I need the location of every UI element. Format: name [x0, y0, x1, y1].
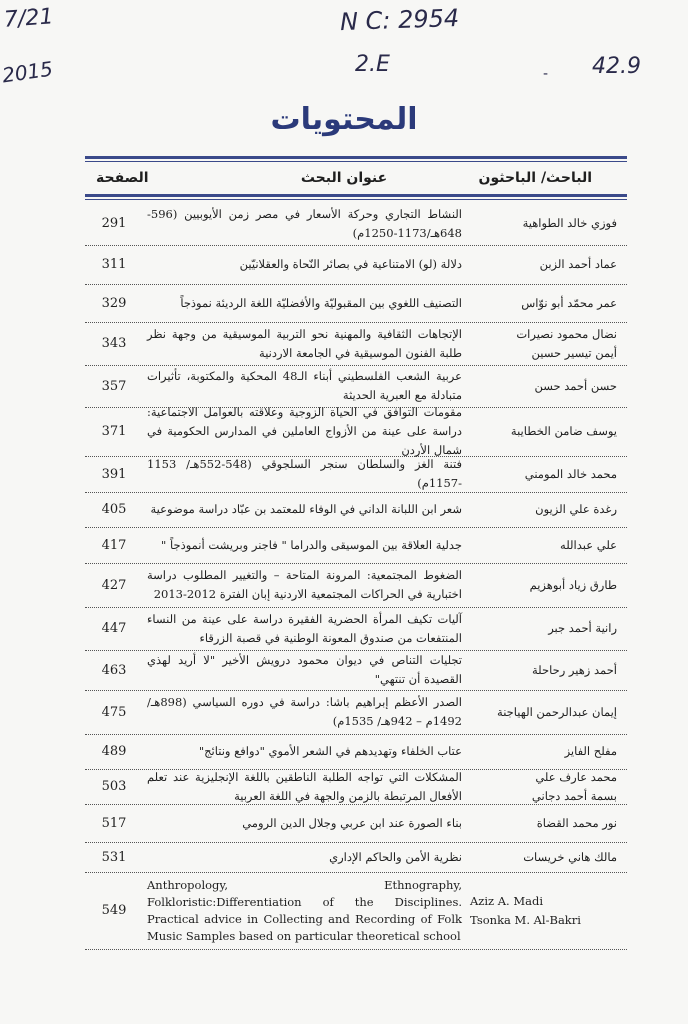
row-authors — [477, 690, 617, 734]
author-name: مفلح الفايز — [564, 744, 617, 758]
row-title: Anthropology, Ethnography, Folkloristic:Differentiation of the Disciplines. Practical advice in Collecting and Recording of Folk Music Samples based on particular theoretical school — [147, 877, 462, 943]
author-name: إيمان عبدالرحمن الهياجنة — [497, 704, 617, 719]
table-row — [85, 734, 627, 770]
author-name: Tsonka M. Al-Bakri — [470, 912, 581, 927]
table-row — [85, 690, 627, 735]
row-page-number: 463 — [101, 662, 127, 678]
row-page-number: 417 — [101, 537, 127, 553]
row-title: المشكلات التي تواجه الطلبة الناطقين باللغة الإنجليزية عند تعلم الأفعال المرتبطة بالزمن والجهة في اللغة العربية — [147, 769, 462, 803]
row-page-number: 391 — [101, 466, 127, 482]
table-row — [85, 245, 627, 285]
row-authors — [477, 804, 617, 842]
table-row — [85, 527, 627, 564]
row-authors — [477, 527, 617, 563]
author-name: فوزي خالد الطواهية — [522, 216, 617, 230]
author-name: أحمد زهير رحاحلة — [532, 662, 617, 677]
row-title: مقومات التوافق في الحياة الزوجية وعلاقته بالعوامل الاجتماعية: دراسة على عينة من الأزواج العاملين في المدارس الحكومية في شمال الأردن — [147, 405, 462, 457]
row-title: نظرية الأمن والحاكم الإداري — [329, 849, 462, 864]
handwritten-note-middle: 2.E — [355, 52, 390, 77]
row-page-number: 475 — [101, 704, 127, 720]
table-row — [85, 322, 627, 366]
row-authors — [477, 734, 617, 769]
handwritten-note-top-left: 7/21 — [3, 4, 55, 33]
row-title: الصدر الأعظم إبراهيم باشا: دراسة في دوره السياسي (898هـ/ 1492م – 942هـ/ 1535م) — [147, 695, 462, 728]
row-page-number: 405 — [101, 502, 127, 517]
row-title: الضغوط المجتمعية: المرونة المتاحة – والتغيير المطلوب دراسة اختبارية في الحراكات المجتمعية الاردنية إبان الفترة 2012-2013 — [147, 568, 462, 601]
row-page-number: 329 — [101, 295, 127, 311]
table-row — [85, 456, 627, 493]
row-authors — [477, 842, 617, 872]
row-page-number: 447 — [101, 621, 127, 636]
row-authors — [477, 407, 617, 456]
author-name: طارق زياد أبوهزيم — [529, 577, 617, 592]
column-header-title: عنوان البحث — [300, 170, 388, 186]
row-title: بناء الصورة عند ابن عربي وجلال الدين الرومي — [242, 815, 462, 830]
row-authors — [470, 872, 620, 949]
row-page-number: 517 — [101, 815, 127, 831]
table-row — [85, 769, 627, 805]
author-name: نور محمد القضاة — [536, 815, 617, 830]
table-row — [85, 365, 627, 408]
author-name: محمد عارف علي — [535, 769, 617, 784]
row-title: فتنة الغز والسلطان سنجر السلجوقي (548-552هـ/ 1153 -1157م) — [147, 457, 462, 490]
row-authors — [477, 607, 617, 650]
table-row — [85, 492, 627, 528]
author-name: عماد أحمد الزبن — [539, 257, 617, 271]
row-page-number: 291 — [101, 216, 127, 231]
author-name: نضال محمود نصيرات — [516, 326, 617, 341]
row-authors — [477, 456, 617, 492]
table-row — [85, 202, 627, 246]
row-authors — [477, 202, 617, 245]
author-name: بسمة أحمد دجاني — [531, 788, 617, 803]
row-authors — [477, 322, 617, 365]
row-title: آليات تكيف المرأة الحضرية الفقيرة دراسة على عينة من النساء المنتفعات من صندوق المعونة الوطنية في قصبة الزرقاء — [147, 611, 462, 645]
row-page-number: 531 — [101, 849, 127, 865]
author-name: مالك هاني خريسات — [523, 849, 617, 864]
author-name: أيمن تيسير حسين — [531, 345, 617, 360]
row-authors — [477, 563, 617, 607]
author-name: عمر محمّد أبو نوّاس — [521, 295, 617, 310]
row-title: عربية الشعب الفلسطيني أبناء الـ48 المحكية والمكتوبة، تأثيرات متبادلة مع العبرية الحديثة — [147, 369, 462, 402]
handwritten-dash: - — [543, 66, 549, 82]
header-rule-top — [85, 156, 627, 159]
table-row — [85, 284, 627, 323]
table-row — [85, 563, 627, 608]
author-name: Aziz A. Madi — [470, 893, 544, 908]
page-title: المحتويات — [270, 102, 418, 137]
author-name: علي عبدالله — [560, 537, 617, 552]
column-header-page: الصفحة — [96, 170, 149, 186]
row-title: دلالة (لو) الامتناعية في بصائر النّحاة والعقلانيّين — [239, 257, 462, 271]
row-title: شعر ابن اللبانة الداني في الوفاء للمعتمد بن عبّاد دراسة موضوعية — [150, 502, 462, 516]
row-page-number: 427 — [101, 577, 127, 593]
author-name: يوسف ضامن الخطايبة — [510, 424, 617, 438]
row-authors — [477, 245, 617, 284]
table-row — [85, 607, 627, 651]
row-authors — [477, 650, 617, 690]
row-page-number: 311 — [101, 257, 127, 272]
author-name: حسن أحمد حسن — [534, 378, 617, 393]
row-title: الإتجاهات الثقافية والمهنية نحو التربية الموسيقية من وجهة نظر طلبة الفنون الموسيقية في الجامعة الاردنية — [147, 326, 462, 360]
row-title: النشاط التجاري وحركة الأسعار في مصر زمن الأيوبيين (596-648هـ/1173-1250م) — [147, 206, 462, 240]
header-rule-top-thin — [85, 161, 627, 162]
table-row — [85, 804, 627, 843]
author-name: رانية أحمد جبر — [548, 621, 617, 635]
row-title: عتاب الخلفاء وتهديدهم في الشعر الأموي "دوافع ونتائج" — [198, 744, 462, 758]
row-page-number: 357 — [101, 378, 127, 394]
author-name: محمد خالد المومني — [524, 466, 617, 481]
row-authors — [477, 284, 617, 322]
row-page-number: 549 — [101, 903, 127, 918]
handwritten-note-right: 42.9 — [592, 54, 641, 79]
row-page-number: 343 — [101, 336, 127, 351]
column-header-author: الباحث/ الباحثون — [478, 170, 592, 186]
table-row — [85, 872, 627, 950]
header-rule-bottom-thin — [85, 199, 627, 200]
row-page-number: 503 — [101, 779, 127, 794]
row-authors — [477, 769, 617, 804]
table-row — [85, 842, 627, 873]
handwritten-call-number: N C: 2954 — [339, 3, 460, 37]
author-name: رغدة علي الزيون — [535, 502, 617, 516]
table-row — [85, 407, 627, 457]
row-title: تجليات التناص في ديوان محمود درويش الأخير "لا أريد لهذي القصيدة أن تنتهي" — [147, 653, 462, 686]
row-authors — [477, 492, 617, 527]
header-rule-bottom — [85, 194, 627, 197]
table-row — [85, 650, 627, 691]
row-page-number: 489 — [101, 744, 127, 759]
row-title: التصنيف اللغوي بين المقبوليّة والأفضليّة اللغة الرديئة نموذجاً — [180, 295, 462, 310]
row-authors — [477, 365, 617, 407]
handwritten-year: 2015 — [0, 56, 55, 88]
row-title: جدلية العلاقة بين الموسيقى والدراما " فاجنر وبريشت أنموذجاً " — [161, 537, 462, 552]
row-page-number: 371 — [101, 424, 127, 439]
